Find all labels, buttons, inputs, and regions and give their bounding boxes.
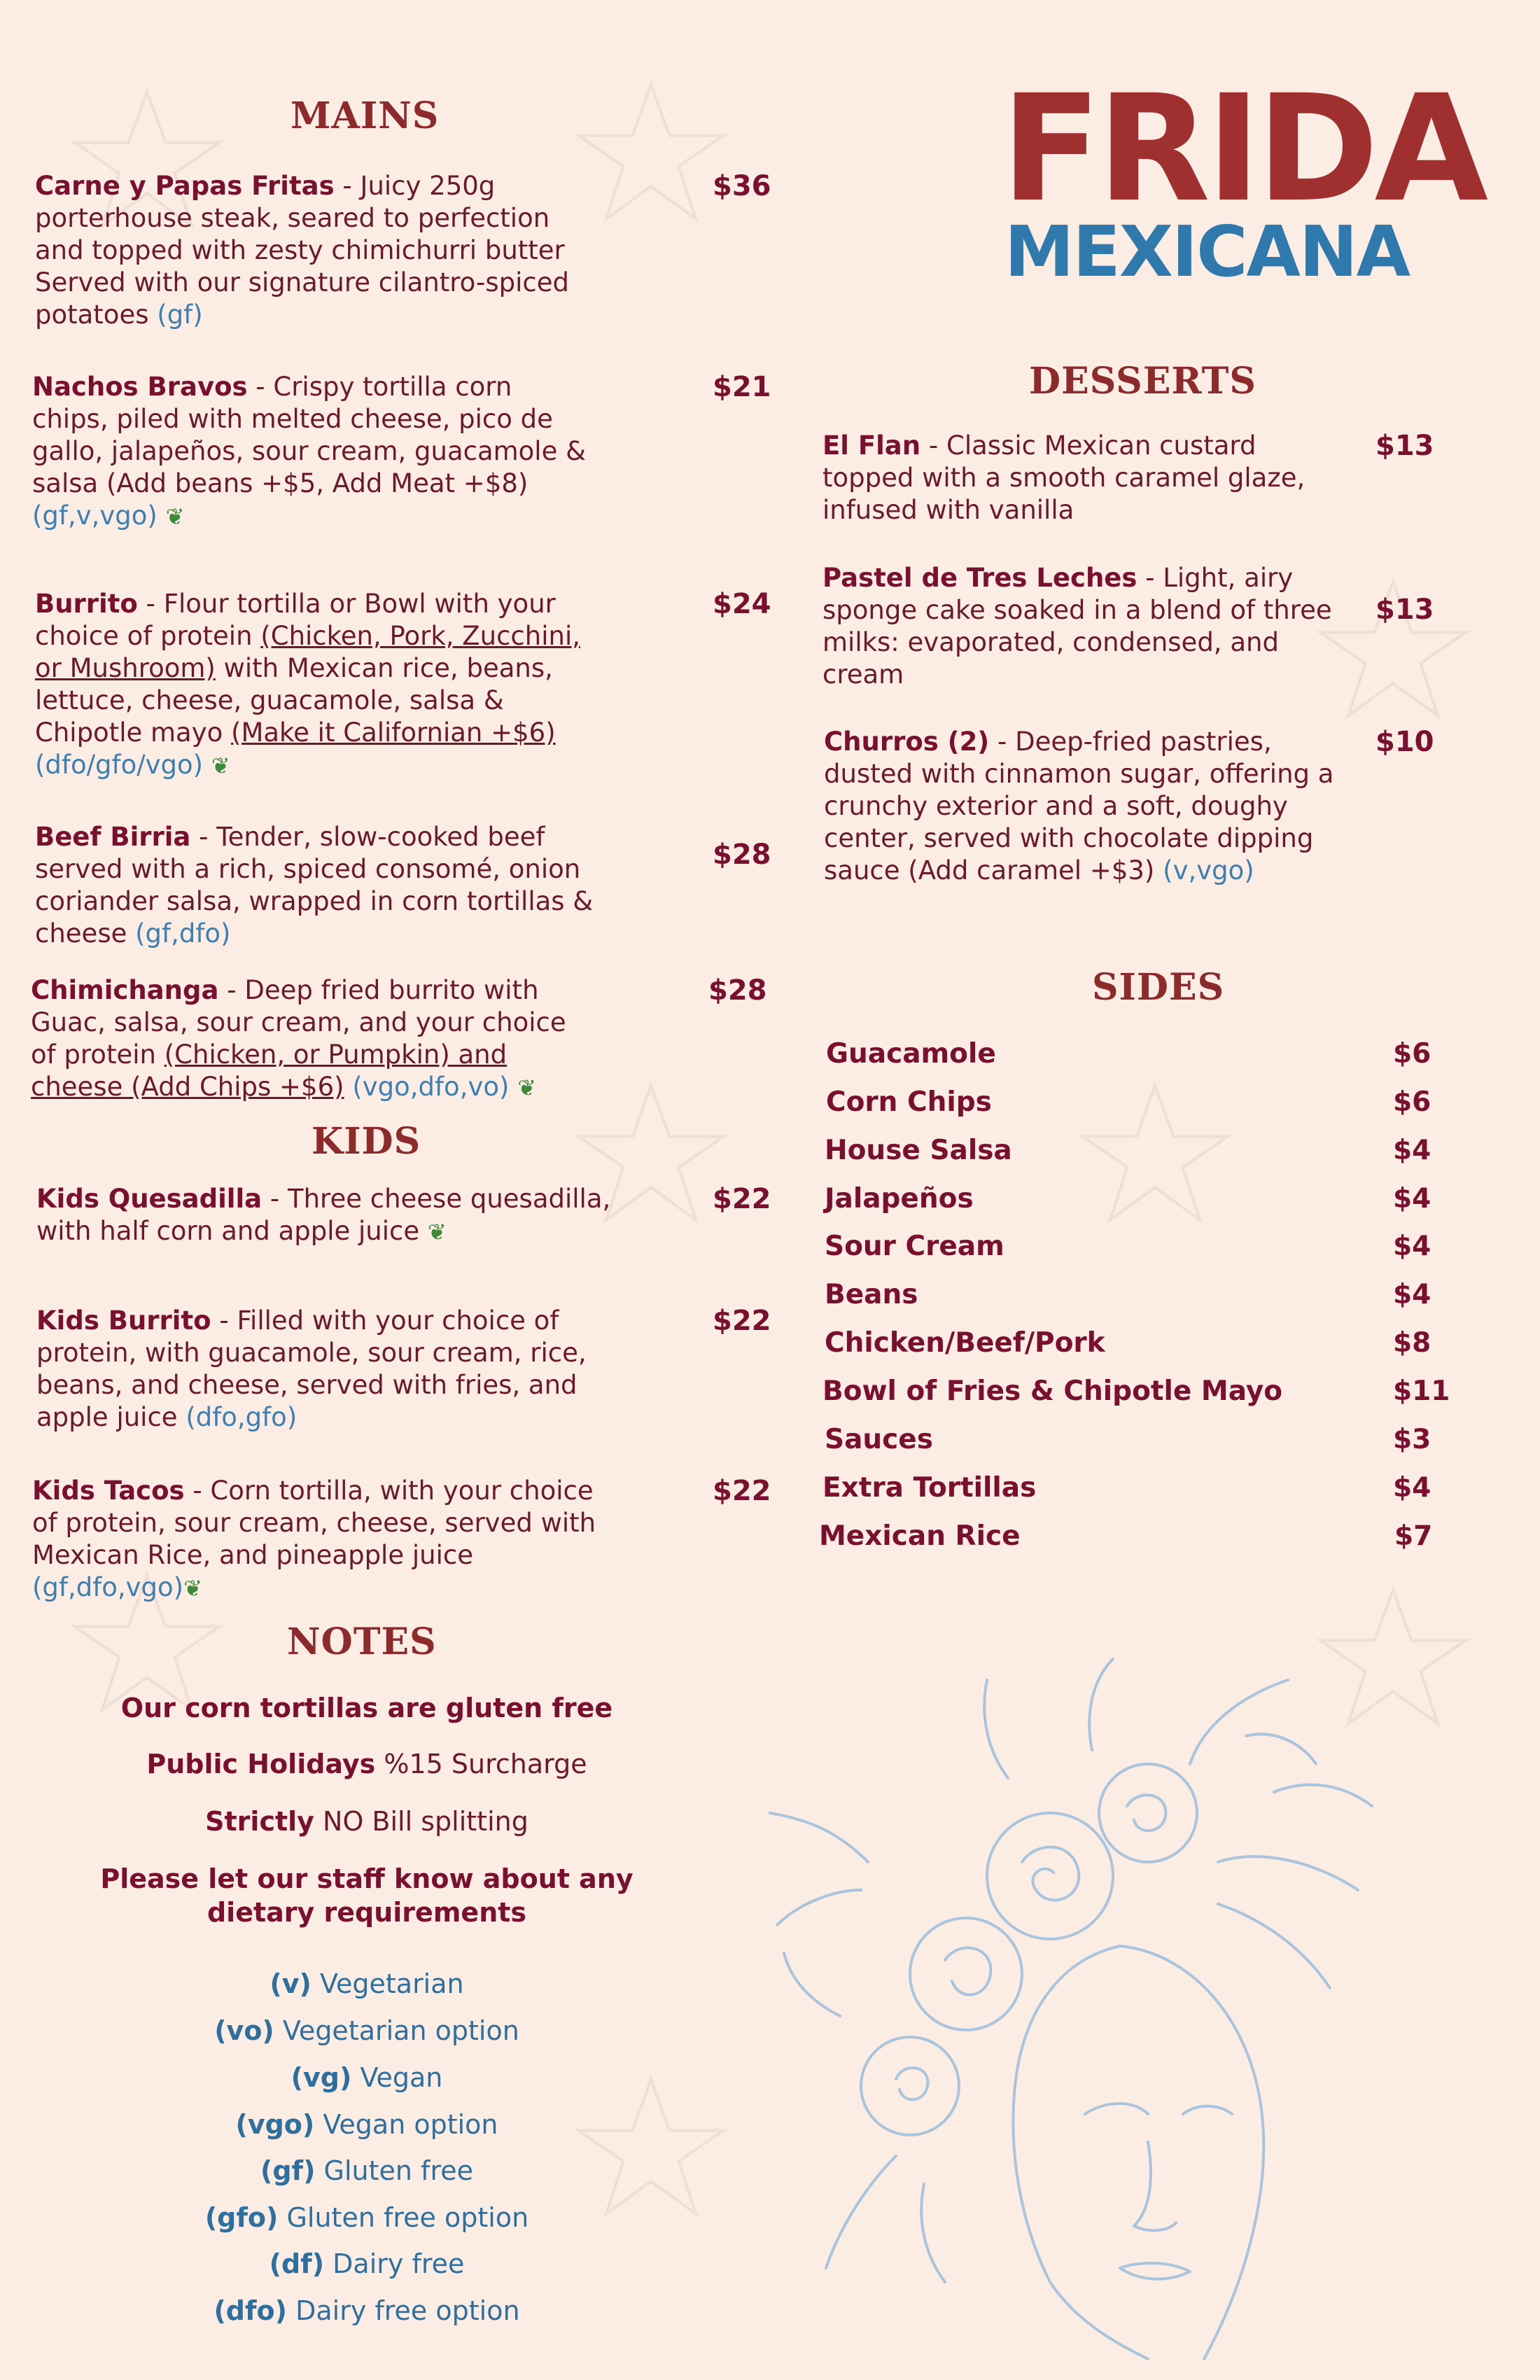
item-name: Churros (2) xyxy=(824,727,990,757)
side-name: Extra Tortillas xyxy=(822,1472,1037,1504)
legend-item xyxy=(52,2062,682,2093)
legend-item xyxy=(52,2015,682,2046)
item-tags: (gf) xyxy=(157,300,203,330)
kids-title: KIDS xyxy=(312,1120,421,1163)
item-desc: - Deep fried burrito with Guac, salsa, sour cream, and your choice of protein xyxy=(31,975,566,1070)
leaf-icon: ❦ xyxy=(211,752,230,779)
side-name: Sauces xyxy=(825,1424,933,1455)
legend-label: Dairy free option xyxy=(287,2295,520,2326)
item-desc: - Filled with your choice of protein, with guacamole, sour cream, rice, beans, and cheese, served with fries, and apple juice xyxy=(36,1306,587,1432)
item-desc: - Corn tortilla, with your choice of protein, sour cream, cheese, served with Mexican Rice, and pineapple juice xyxy=(32,1476,596,1570)
item-name: Kids Burrito xyxy=(36,1306,211,1336)
legend-code: (gf) xyxy=(260,2155,316,2186)
legend-item xyxy=(52,2109,682,2140)
side-price: $4 xyxy=(1393,1231,1432,1262)
leaf-icon: ❦ xyxy=(517,1074,537,1101)
note-bill xyxy=(52,1806,682,1837)
item-name: Burrito xyxy=(35,589,138,619)
item-desc: - Tender, slow-cooked beef served with a rich, spiced consomé, onion coriander salsa, wrapped in corn tortillas & cheese xyxy=(35,822,594,948)
frida-floral-illustration xyxy=(756,1652,1456,2373)
item-price: $28 xyxy=(708,974,767,1007)
item-price: $13 xyxy=(1376,594,1434,626)
legend-item xyxy=(52,2155,682,2186)
item-desc-underlined: (Chicken, or Pumpkin) and cheese (Add Chips +$6) xyxy=(31,1040,507,1102)
leaf-icon: ❦ xyxy=(427,1219,447,1245)
side-name: Guacamole xyxy=(826,1038,996,1070)
note-holidays xyxy=(52,1749,682,1779)
notes-title: NOTES xyxy=(287,1620,437,1663)
item-desc: - Classic Mexican custard topped with a smooth caramel glaze, infused with vanilla xyxy=(822,430,1306,525)
item-price: $10 xyxy=(1376,726,1434,758)
legend-label: Vegan option xyxy=(314,2109,498,2140)
menu-item xyxy=(824,726,1335,887)
legend-item xyxy=(52,2295,682,2326)
item-price: $24 xyxy=(713,588,771,620)
item-tags: (vgo,dfo,vo) xyxy=(352,1072,510,1102)
side-name: Chicken/Beef/Pork xyxy=(825,1327,1105,1359)
legend-label: Vegetarian option xyxy=(274,2015,519,2046)
note-holidays-label: Public Holidays xyxy=(146,1749,376,1779)
item-tags: (dfo/gfo/vgo) xyxy=(35,750,204,780)
brand-line1: FRIDA xyxy=(1001,63,1485,234)
item-desc: - Three cheese quesadilla, with half corn and apple juice xyxy=(36,1184,611,1246)
brand-line2: MEXICANA xyxy=(1004,211,1409,293)
item-tags: (gf,v,vgo) xyxy=(32,500,158,531)
item-price: $36 xyxy=(713,170,771,202)
side-price: $4 xyxy=(1393,1135,1432,1166)
side-name: Mexican Rice xyxy=(819,1520,1021,1552)
item-price: $22 xyxy=(713,1305,771,1337)
menu-item xyxy=(822,562,1340,691)
item-tags: (v,vgo) xyxy=(1163,855,1254,886)
legend-label: Gluten free xyxy=(315,2155,473,2186)
menu-item xyxy=(35,821,595,950)
item-desc: - Light, airy sponge cake soaked in a blend of three milks: evaporated, condensed, and cream xyxy=(822,563,1332,690)
item-name: Pastel de Tres Leches xyxy=(822,563,1138,593)
item-desc-underlined-2: (Make it Californian +$6) xyxy=(231,718,556,748)
item-desc: - Deep-fried pastries, dusted with cinnamon sugar, offering a crunchy exterior and a soft, doughy center, served with chocolate dipping sauce (Add caramel +$3) xyxy=(824,727,1334,886)
item-desc: - Flour tortilla or Bowl with your choice of protein xyxy=(35,589,556,651)
side-price: $4 xyxy=(1393,1183,1432,1214)
side-price: $7 xyxy=(1394,1520,1433,1552)
note-holidays-text: %15 Surcharge xyxy=(375,1749,587,1779)
menu-item xyxy=(822,430,1340,526)
side-name: House Salsa xyxy=(825,1135,1012,1166)
leaf-icon: ❦ xyxy=(165,503,185,530)
item-name: Chimichanga xyxy=(31,975,219,1005)
legend-code: (df) xyxy=(269,2248,325,2279)
mains-title: MAINS xyxy=(290,94,440,137)
item-desc: - Juicy 250g porterhouse steak, seared to perfection and topped with zesty chimichurri butter Served with our signature cilantro-spiced potatoes xyxy=(35,171,569,330)
item-desc-underlined: (Chicken, Pork, Zucchini, or Mushroom) xyxy=(35,621,580,683)
item-price: $22 xyxy=(713,1475,771,1507)
side-price: $6 xyxy=(1393,1038,1432,1070)
legend-label: Dairy free xyxy=(324,2248,465,2279)
item-desc: - Crispy tortilla corn chips, piled with melted cheese, pico de gallo, jalapeños, sour cream, guacamole & salsa (Add beans +$5, Add Meat +$8) xyxy=(32,372,586,498)
side-price: $4 xyxy=(1393,1279,1432,1310)
side-price: $8 xyxy=(1393,1327,1432,1359)
legend-item xyxy=(52,2202,682,2233)
legend-code: (gfo) xyxy=(204,2202,279,2233)
side-name: Sour Cream xyxy=(825,1231,1004,1262)
menu-item xyxy=(36,1183,638,1248)
menu-item xyxy=(31,974,591,1104)
menu-item xyxy=(35,588,595,782)
side-price: $6 xyxy=(1393,1086,1432,1118)
side-name: Corn Chips xyxy=(826,1086,992,1118)
legend-label: Vegan xyxy=(351,2062,443,2093)
desserts-title: DESSERTS xyxy=(1029,360,1256,402)
item-price: $22 xyxy=(713,1183,771,1215)
side-price: $11 xyxy=(1393,1376,1450,1407)
note-bill-label: Strictly xyxy=(205,1806,314,1837)
item-price: $21 xyxy=(713,371,771,403)
item-tags: (dfo,gfo) xyxy=(186,1402,298,1432)
legend-item xyxy=(52,2248,682,2279)
leaf-icon: ❦ xyxy=(183,1575,202,1602)
item-name: El Flan xyxy=(822,430,921,461)
legend-code: (vo) xyxy=(214,2015,274,2046)
legend-code: (dfo) xyxy=(214,2295,288,2326)
side-price: $4 xyxy=(1393,1472,1432,1504)
item-desc-2: with Mexican rice, beans, lettuce, cheese, guacamole, salsa & Chipotle mayo xyxy=(35,653,553,748)
item-price: $28 xyxy=(713,839,771,871)
item-tags: (gf,dfo) xyxy=(135,918,231,948)
side-name: Bowl of Fries & Chipotle Mayo xyxy=(822,1376,1283,1407)
item-price: $13 xyxy=(1376,430,1434,462)
legend-code: (vg) xyxy=(290,2062,352,2093)
item-name: Beef Birria xyxy=(35,822,191,852)
item-name: Kids Tacos xyxy=(32,1476,185,1506)
menu-item xyxy=(32,371,592,533)
legend-label: Vegetarian xyxy=(311,1968,464,1999)
watermark-logo-icon xyxy=(1078,1078,1232,1232)
legend-item xyxy=(52,1968,682,1999)
item-tags: (gf,dfo,vgo) xyxy=(32,1572,184,1602)
side-name: Beans xyxy=(825,1279,918,1310)
note-tortillas: Our corn tortillas are gluten free xyxy=(120,1693,613,1723)
watermark-logo-icon xyxy=(574,77,728,231)
item-name: Carne y Papas Fritas xyxy=(35,171,335,201)
item-name: Kids Quesadilla xyxy=(36,1184,262,1214)
sides-title: SIDES xyxy=(1092,966,1225,1009)
side-price: $3 xyxy=(1393,1424,1432,1455)
menu-item xyxy=(32,1475,606,1604)
item-name: Nachos Bravos xyxy=(32,372,248,402)
note-dietary: Please let our staff know about any dietary requirements xyxy=(100,1863,634,1928)
legend-code: (v) xyxy=(270,1968,312,1999)
menu-item xyxy=(35,170,595,331)
legend-code: (vgo) xyxy=(235,2109,315,2140)
menu-item xyxy=(36,1305,610,1434)
legend-label: Gluten free option xyxy=(278,2202,529,2233)
note-bill-text: NO Bill splitting xyxy=(314,1806,528,1837)
side-name: Jalapeños xyxy=(825,1183,974,1214)
